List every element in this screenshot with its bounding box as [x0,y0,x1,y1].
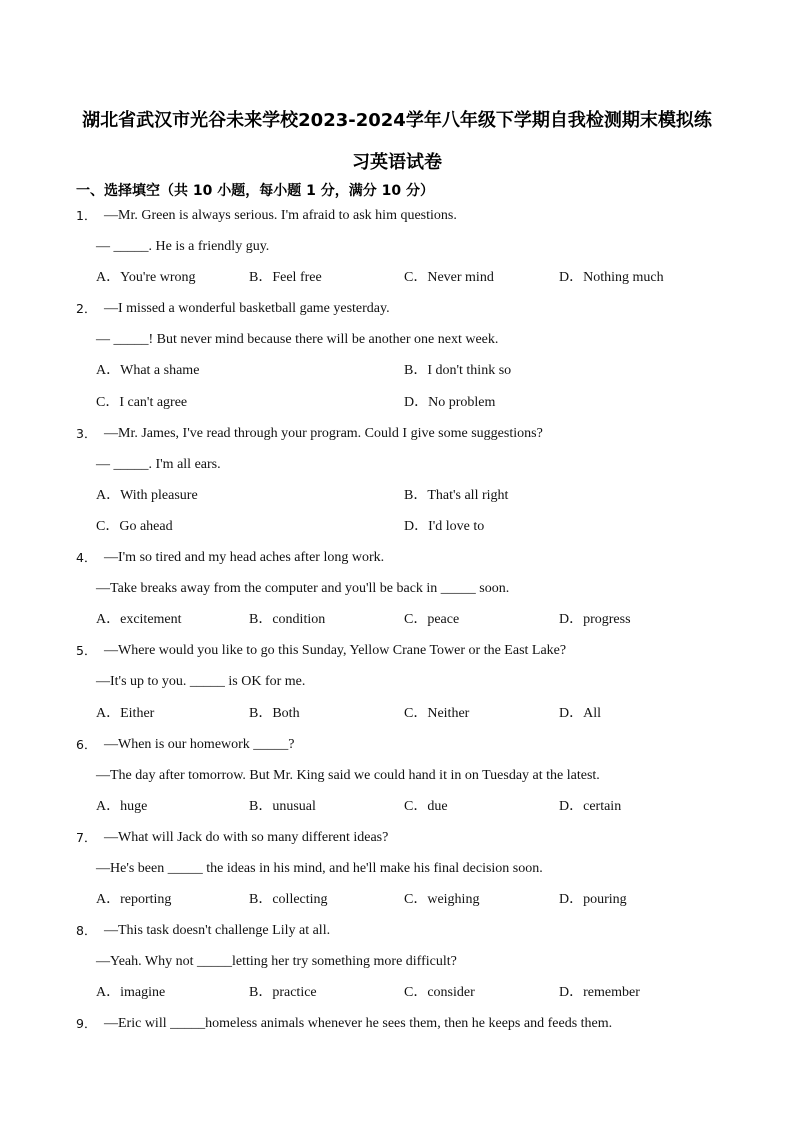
question-6-options [0,791,794,822]
question-6-number: 6． [76,736,97,752]
question-3-option-d[interactable]: D．I'd love to [404,518,485,534]
question-3-number: 3． [76,425,97,441]
question-5-response: —It's up to you. _____ is OK for me. [96,674,306,690]
question-8-option-a[interactable]: A．imagine [96,985,166,1001]
question-2-option-c[interactable]: C．I can't agree [96,394,188,410]
question-6-stem: —When is our homework _____? [104,736,295,752]
question-3-options-row-2 [0,511,794,542]
question-6-line-2 [0,760,794,791]
question-4-option-a[interactable]: A．excitement [96,612,182,628]
question-8-line-1 [0,915,794,946]
question-2-option-d[interactable]: D．No problem [404,394,496,410]
question-2-response: — _____! But never mind because there will be another one next week. [96,332,499,348]
question-2-options-row-1 [0,355,794,386]
question-6-option-d[interactable]: D．certain [559,798,622,814]
question-7-option-a[interactable]: A．reporting [96,892,172,908]
question-8-number: 8． [76,923,97,939]
question-3-option-b[interactable]: B．That's all right [404,487,509,503]
question-6-line-1 [0,729,794,760]
question-8-option-d[interactable]: D．remember [559,985,640,1001]
question-7-stem: —What will Jack do with so many different ideas? [104,829,389,845]
question-1-option-b[interactable]: B．Feel free [249,270,322,286]
question-3-line-2 [0,449,794,480]
question-4-line-2 [0,573,794,604]
question-8-options [0,977,794,1008]
question-3-option-c[interactable]: C．Go ahead [96,518,173,534]
question-7-option-d[interactable]: D．pouring [559,892,627,908]
question-3-response: — _____. I'm all ears. [96,456,221,472]
question-4-option-c[interactable]: C．peace [404,612,460,628]
section-heading: 一、选择填空（共 10 小题，每小题 1 分，满分 10 分） [76,183,434,199]
question-5-stem: —Where would you like to go this Sunday, Yellow Crane Tower or the East Lake? [104,643,567,659]
page-title-line-2: 习英语试卷 [352,152,442,173]
question-1-option-d[interactable]: D．Nothing much [559,270,664,286]
question-4-option-d[interactable]: D．progress [559,612,631,628]
question-5-number: 5． [76,643,97,659]
question-1-stem: —Mr. Green is always serious. I'm afraid to ask him questions. [104,208,457,223]
question-5-option-b[interactable]: B．Both [249,705,300,721]
question-4-stem: —I'm so tired and my head aches after long work. [104,550,385,566]
question-5-line-2 [0,666,794,697]
question-7-option-b[interactable]: B．collecting [249,892,328,908]
question-1-number: 1． [76,208,97,223]
question-9-stem: —Eric will _____homeless animals whenever he sees them, then he keeps and feeds them. [104,1016,613,1032]
question-1-options [0,262,794,293]
page-title-line-1: 湖北省武汉市光谷未来学校2023-2024学年八年级下学期自我检测期末模拟练 [82,110,712,131]
question-7-options [0,884,794,915]
question-5-options [0,698,794,729]
question-4-line-1 [0,542,794,573]
question-1-option-a[interactable]: A．You're wrong [96,270,196,286]
question-1-line-1 [0,200,794,231]
question-2-line-1 [0,293,794,324]
question-7-response: —He's been _____ the ideas in his mind, and he'll make his final decision soon. [96,860,543,876]
question-4-option-b[interactable]: B．condition [249,612,326,628]
question-5-line-1 [0,635,794,666]
question-8-response: —Yeah. Why not _____letting her try something more difficult? [96,954,457,970]
question-3-options-row-1 [0,480,794,511]
question-7-number: 7． [76,829,97,845]
question-2-stem: —I missed a wonderful basketball game yesterday. [104,301,390,317]
question-8-option-b[interactable]: B．practice [249,985,317,1001]
question-6-option-b[interactable]: B．unusual [249,798,316,814]
question-1-option-c[interactable]: C．Never mind [404,270,494,286]
question-8-option-c[interactable]: C．consider [404,985,475,1001]
question-9-line-1 [0,1008,794,1039]
question-3-option-a[interactable]: A．With pleasure [96,487,198,503]
question-3-stem: —Mr. James, I've read through your program. Could I give some suggestions? [104,425,543,441]
question-2-option-b[interactable]: B．I don't think so [404,363,512,379]
question-4-response: —Take breaks away from the computer and you'll be back in _____ soon. [96,581,510,597]
question-2-option-a[interactable]: A．What a shame [96,363,200,379]
question-7-line-2 [0,853,794,884]
question-5-option-c[interactable]: C．Neither [404,705,470,721]
question-7-option-c[interactable]: C．weighing [404,892,480,908]
question-1-line-2 [0,231,794,262]
question-list [0,200,794,1040]
question-2-number: 2． [76,301,97,317]
question-9-number: 9． [76,1016,97,1032]
question-5-option-d[interactable]: D．All [559,705,601,721]
question-4-number: 4． [76,550,97,566]
question-4-options [0,604,794,635]
question-6-option-c[interactable]: C．due [404,798,448,814]
question-2-options-row-2 [0,387,794,418]
question-5-option-a[interactable]: A．Either [96,705,155,721]
question-8-stem: —This task doesn't challenge Lily at all. [104,923,331,939]
question-8-line-2 [0,946,794,977]
question-6-option-a[interactable]: A．huge [96,798,148,814]
question-3-line-1 [0,418,794,449]
question-7-line-1 [0,822,794,853]
question-2-line-2 [0,324,794,355]
question-1-response: — _____. He is a friendly guy. [96,239,270,255]
question-6-response: —The day after tomorrow. But Mr. King said we could hand it in on Tuesday at the latest. [96,767,600,783]
